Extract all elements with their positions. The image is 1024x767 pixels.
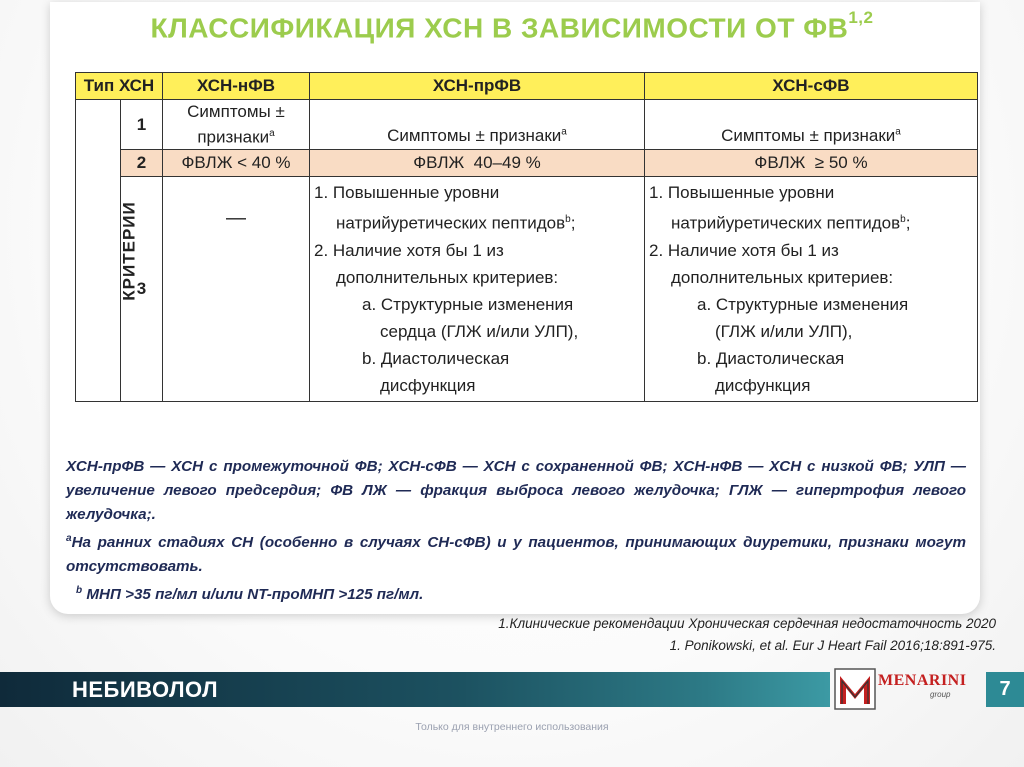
product-name: НЕБИВОЛОЛ: [72, 677, 219, 702]
cell-r1-hfref: [163, 100, 310, 150]
logo-word: MENARINI: [878, 672, 967, 689]
hfpef-line6: (ГЛЖ и/или УЛП),: [715, 321, 853, 341]
hfmref-line2-wrap: [314, 206, 640, 237]
hfpef-line2-wrap: [649, 206, 973, 237]
table-row-3: [76, 177, 978, 402]
footnotes: [66, 455, 966, 607]
menarini-logo-mark-icon: [834, 668, 876, 710]
criteria-label-cell: [76, 100, 139, 402]
abbreviations-note: ХСН-прФВ — ХСН с промежуточной ФВ; ХСН-сФВ — ХСН с сохраненной ФВ; ХСН-нФВ — ХСН с низкой ФВ; УЛП — увеличение левого предсердия; ФВ ЛЖ — фракция выброса левого желудочка; ГЛЖ — гипертрофия левого желудочка;.: [66, 458, 966, 523]
reference-2: 1. Ponikowski, et al. Eur J Heart Fail 2016;18:891-975.: [669, 638, 996, 653]
footer-bar: [0, 672, 830, 707]
cell-r3-hfpef: [645, 177, 978, 402]
menarini-logo: [834, 668, 967, 712]
hfpef-line8: дисфункция: [715, 375, 811, 395]
criteria-label: КРИТЕРИИ: [119, 200, 139, 301]
header-type: Тип ХСН: [76, 73, 163, 100]
hfmref-line2: натрийуретических пептидов: [336, 213, 566, 233]
references: [498, 613, 996, 657]
cell-r3-hfmref: [310, 177, 645, 402]
footnote-b-marker: b: [76, 585, 83, 597]
hfmref-line7: b. Диастолическая: [362, 348, 510, 368]
cell-r1-hfpef: [645, 100, 978, 150]
hfmref-line8: дисфункция: [380, 375, 476, 395]
header-hfpef: ХСН-сФВ: [645, 73, 978, 100]
hfpef-line5: a. Структурные изменения: [697, 294, 909, 314]
table-row-1: [76, 100, 978, 150]
footnote-a-marker: а: [66, 533, 72, 544]
footnote-a: [66, 527, 966, 579]
hfmref-line4: дополнительных критериев:: [336, 267, 559, 287]
hfpef-line4: дополнительных критериев:: [671, 267, 894, 287]
page-number: 7: [986, 672, 1024, 707]
hfpef-line7: b. Диастолическая: [697, 348, 845, 368]
cell-r1-hfmref-text: Симптомы ± признаки: [387, 126, 562, 145]
title-footnote-ref: 1,2: [848, 8, 874, 27]
row-number-1: 1: [121, 100, 163, 150]
footnote-a-text: На ранних стадиях СН (особенно в случаях СН-сФВ) и у пациентов, принимающих диуретики, признаки могут отсутствовать.: [66, 534, 966, 576]
cell-r1-hfmref-sup: а: [561, 126, 567, 138]
cell-r1-hfref-sup: а: [269, 127, 275, 139]
footnote-b-text: МНП >35 пг/мл и/или NT-проМНП >125 пг/мл.: [82, 586, 424, 604]
cell-r1-hfref-line2: признаки: [197, 127, 270, 147]
internal-use-notice: Только для внутреннего использования: [415, 721, 609, 733]
hfpef-line3: 2. Наличие хотя бы 1 из: [649, 240, 839, 260]
header-hfmref: ХСН-прФВ: [310, 73, 645, 100]
reference-1: 1.Клинические рекомендации Хроническая сердечная недостаточность 2020: [498, 616, 996, 631]
hfmref-line2-end: ;: [570, 213, 576, 233]
cell-r2-hfmref: ФВЛЖ 40–49 %: [310, 150, 645, 177]
cell-r1-hfref-line2-wrap: [167, 123, 305, 149]
hfmref-line3: 2. Наличие хотя бы 1 из: [314, 240, 504, 260]
hfmref-line1: 1. Повышенные уровни: [314, 183, 500, 202]
cell-r1-hfpef-sup: а: [895, 126, 901, 138]
slide-title-text: КЛАССИФИКАЦИЯ ХСН В ЗАВИСИМОСТИ ОТ ФВ: [150, 12, 849, 44]
table-header-row: [76, 73, 978, 100]
cell-r2-hfpef: ФВЛЖ ≥ 50 %: [645, 150, 978, 177]
row-number-2: 2: [121, 150, 163, 177]
classification-table: [75, 72, 978, 402]
cell-r1-hfref-line1: Симптомы ±: [187, 101, 285, 121]
header-hfref: ХСН-нФВ: [163, 73, 310, 100]
logo-subtext: group: [930, 690, 951, 699]
hfmref-line5: a. Структурные изменения: [362, 294, 574, 314]
hfpef-line2-end: ;: [905, 213, 911, 233]
hfpef-line1: 1. Повышенные уровни: [649, 183, 835, 202]
cell-r3-hfref: —: [163, 177, 310, 402]
slide-title: [0, 8, 1024, 44]
hfpef-line2-sup: b: [900, 214, 906, 225]
hfpef-line2: натрийуретических пептидов: [671, 213, 901, 233]
cell-r1-hfmref: [310, 100, 645, 150]
hfmref-line6: сердца (ГЛЖ и/или УЛП),: [380, 321, 579, 341]
table-row-2: [76, 150, 978, 177]
cell-r1-hfpef-text: Симптомы ± признаки: [721, 126, 896, 145]
footnote-b: [66, 579, 966, 607]
cell-r2-hfref: ФВЛЖ < 40 %: [163, 150, 310, 177]
hfmref-line2-sup: b: [565, 214, 571, 225]
row-number-3: 3: [121, 177, 163, 402]
